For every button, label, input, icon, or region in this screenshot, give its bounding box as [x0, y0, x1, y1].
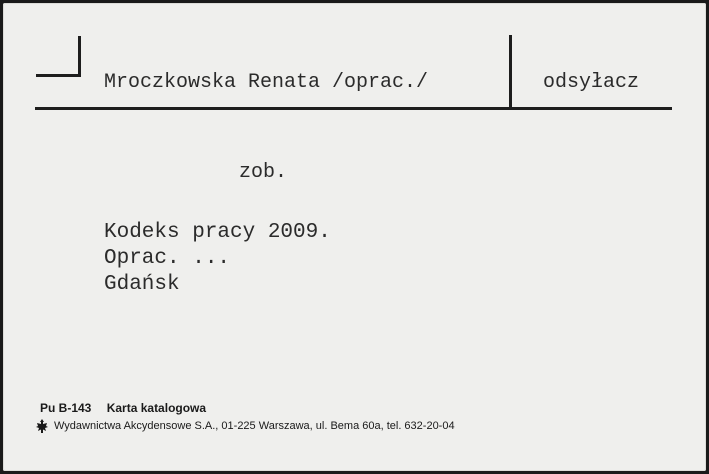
- publisher-logo-icon: [36, 419, 48, 433]
- catalog-card: [3, 3, 706, 471]
- reference-line-2: Oprac. ...: [104, 247, 231, 270]
- header-divider: [509, 35, 512, 108]
- reference-line-1: Kodeks pracy 2009.: [104, 221, 331, 244]
- corner-mark-vertical: [78, 36, 81, 76]
- publisher-info: Wydawnictwa Akcydensowe S.A., 01-225 Warszawa, ul. Bema 60a, tel. 632-20-04: [54, 420, 455, 432]
- corner-mark-horizontal: [36, 74, 81, 77]
- see-reference-label: zob.: [239, 161, 288, 184]
- entry-type: odsyłacz: [543, 71, 640, 94]
- heading-name: Mroczkowska Renata /oprac./: [104, 71, 429, 94]
- reference-line-3: Gdańsk: [104, 273, 180, 296]
- form-identifier: [40, 401, 206, 415]
- header-rule: [35, 107, 672, 110]
- form-title: Karta katalogowa: [106, 401, 207, 415]
- publisher-line: [36, 419, 455, 433]
- form-code: Pu B-143: [40, 401, 92, 415]
